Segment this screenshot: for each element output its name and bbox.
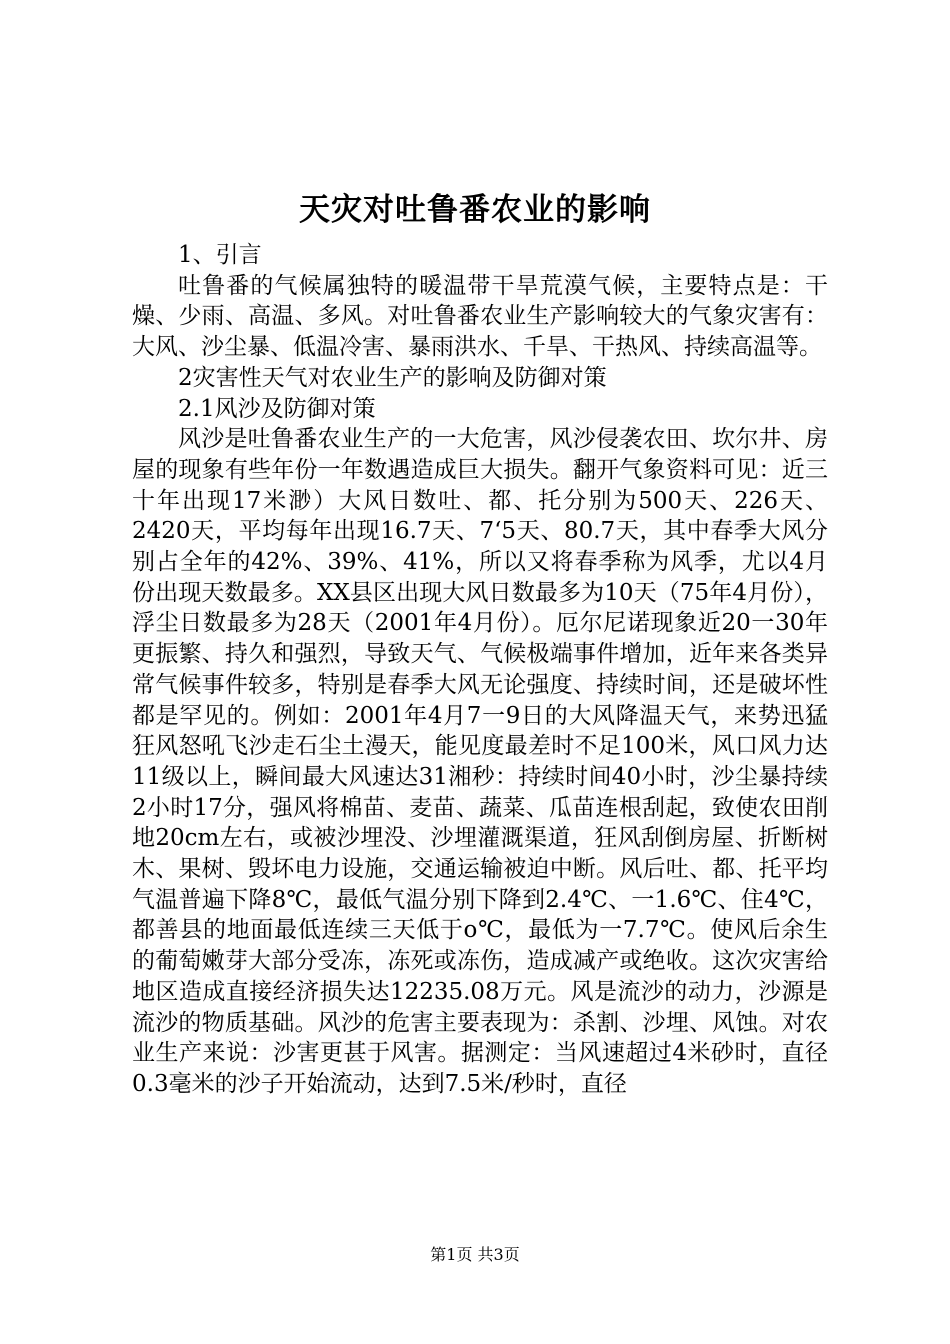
section-heading-disaster-weather: 2灾害性天气对农业生产的影响及防御对策 — [178, 364, 607, 391]
subsection-heading-wind-sand: 2.1风沙及防御对策 — [178, 395, 376, 422]
paragraph-wind-sand: 风沙是吐鲁番农业生产的一大危害，风沙侵袭农田、坎尔井、房屋的现象有些年份一年数遇造成巨大损失。翻开气象资料可见：近三十年出现17米渺）大风日数吐、都、托分别为500天、226天、2420天，平均每年出现16.7天、7‘5天、80.7天，其中春季大风分别占全年的42%、39%、41%，所以又将春季称为风季，尤以4月份出现天数最多。XX县区出现大风日数最多为10天（75年4月份），浮尘日数最多为28天（2001年4月份）。厄尔尼诺现象近20一30年更振繁、持久和强烈，导致天气、气候极端事件增加，近年来各类异常气候事件较多，特别是春季大风无论强度、持续时间，还是破坏性都是罕见的。例如：2001年4月7一9日的大风降温天气，来势迅猛狂风怒吼飞沙走石尘土漫天，能见度最差时不足100米，风口风力达11级以上，瞬间最大风速达31湘秒：持续时间40小时，沙尘暴持续2小时17分，强风将棉苗、麦苗、蔬菜、瓜苗连根刮起，致使农田削地20cm左右，或被沙埋没、沙埋灌溉渠道，狂风刮倒房屋、折断树木、果树、毁坏电力设施，交通运输被迫中断。风后吐、都、托平均气温普遍下降8℃，最低气温分别下降到2.4℃、一1.6℃、住4℃，都善县的地面最低连续三天低于o℃，最低为一7.7℃。使风后余生的葡萄嫩芽大部分受冻，冻死或冻伤，造成减产或绝收。这次灾害给地区造成直接经济损失达12235.08万元。风是流沙的动力，沙源是流沙的物质基础。风沙的危害主要表现为：杀割、沙埋、风蚀。对农业生产来说：沙害更甚于风害。据测定：当风速超过4米砂时，直径0.3毫米的沙子开始流动，达到7.5米/秒时，直径 — [132, 426, 828, 1097]
page-number-footer: 第1页 共3页 — [430, 1245, 520, 1264]
document-body — [132, 240, 828, 1100]
paragraph-climate: 吐鲁番的气候属独特的暖温带干旱荒漠气候，主要特点是：干燥、少雨、高温、多风。对吐鲁番农业生产影响较大的气象灾害有：大风、沙尘暴、低温冷害、暴雨洪水、千旱、干热风、持续高温等。 — [132, 272, 828, 361]
document-title: 天灾对吐鲁番农业的影响 — [299, 192, 651, 228]
section-heading-intro: 1、引言 — [178, 242, 262, 268]
